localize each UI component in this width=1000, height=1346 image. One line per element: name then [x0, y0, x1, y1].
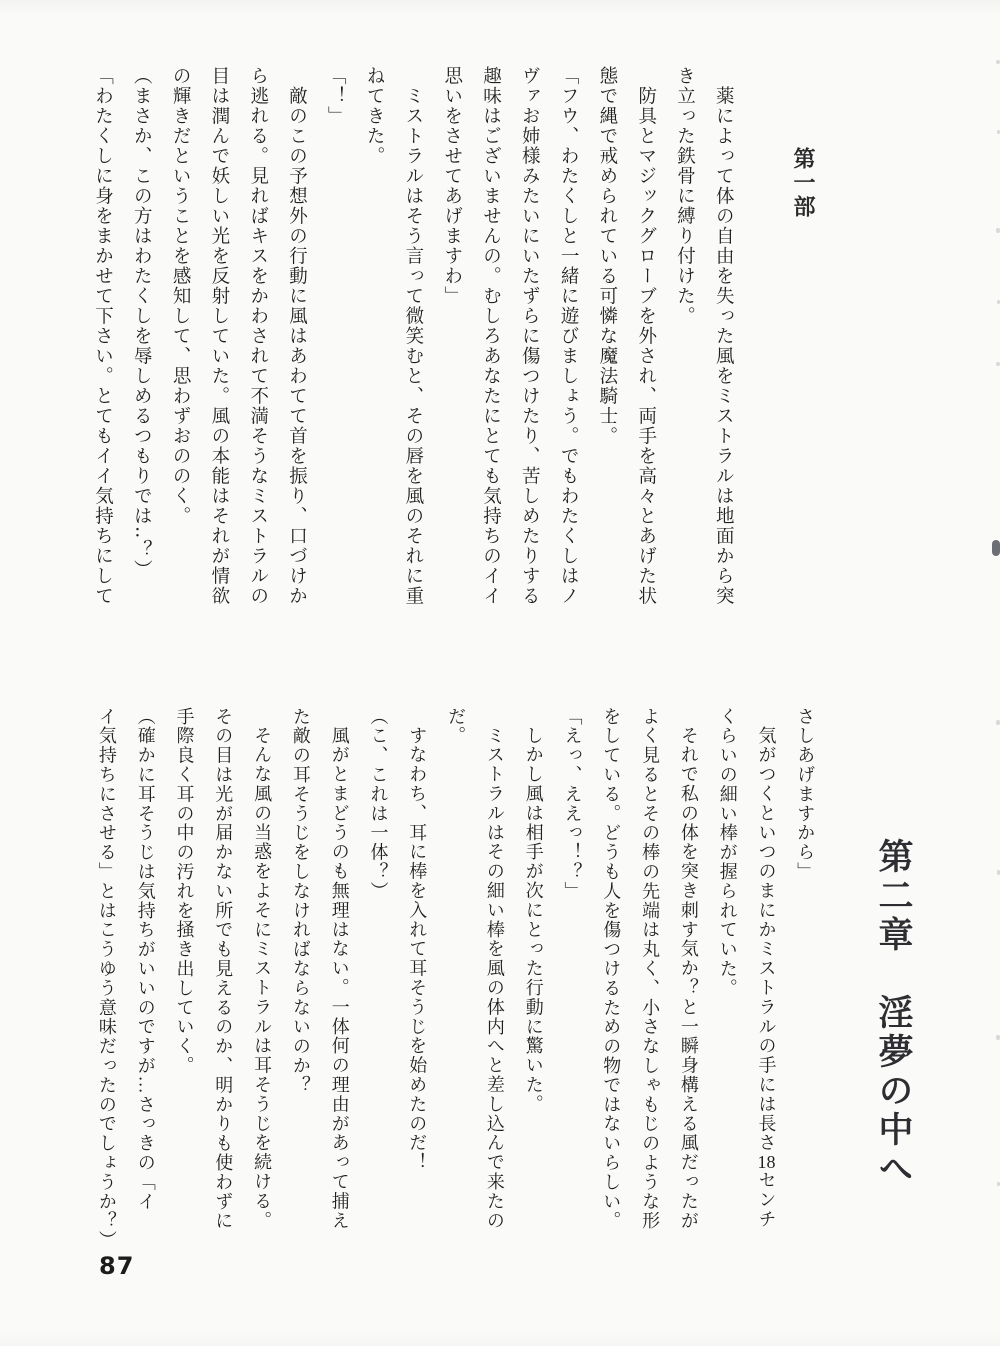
scan-artifact: [996, 228, 1000, 233]
page-number: 87: [99, 1252, 135, 1280]
part1-column-16: （まさか、この方はわたくしを辱しめるつもりでは‥？）: [131, 66, 152, 580]
part2-column-15: そんな風の当惑をよそにミストラルは耳そうじを続ける。: [252, 726, 273, 1231]
part1-column-11: 「！」: [325, 66, 346, 126]
part1-column-6: ヴァお姉様みたいにいたずらに傷つけたり、苦しめたりする: [519, 66, 540, 606]
part1-column-13: ら逃れる。見ればキスをかわされて不満そうなミストラルの: [247, 66, 268, 606]
part1-column-5: 「フウ、わたくしと一緒に遊びましょう。でもわたくしはノ: [558, 66, 579, 606]
part2-column-17: 手際良く耳の中の汚れを掻き出していく。: [174, 707, 195, 1076]
part1-column-2: き立った鉄骨に縛り付けた。: [674, 66, 695, 326]
part2-column-7: 「えっ、ええっ！？」: [562, 707, 583, 901]
part2-column-1: さしあげますから」: [795, 707, 816, 882]
part2-column-6: をしている。どうも人を傷つけるための物ではないらしい。: [601, 707, 622, 1231]
part2-column-12: （こ、これは一体？）: [368, 707, 389, 901]
chapter-heading: 第二章 淫夢の中へ: [874, 838, 913, 1189]
part2-column-18: （確かに耳そうじは気持ちがいいのですが…さっきの「イ: [135, 707, 156, 1212]
part1-column-12: 敵のこの予想外の行動に風はあわてて首を振り、口づけか: [286, 86, 307, 606]
part1-column-4: 態で縄で戒められている可憐な魔法騎士。: [596, 66, 617, 446]
part2-column-14: た敵の耳そうじをしなければならないのか？: [290, 707, 311, 1095]
part1-column-3: 防具とマジックグローブを外され、両手を高々とあげた状: [635, 86, 656, 606]
part1-column-10: ねてきた。: [364, 66, 385, 166]
part1-column-9: ミストラルはそう言って微笑むと、その唇を風のそれに重: [402, 86, 423, 606]
part2-column-11: すなわち、耳に棒を入れて耳そうじを始めたのだ！: [407, 726, 428, 1173]
part2-column-19: イ気持ちにさせる」とはこうゆう意味だったのでしょうか？）: [96, 707, 117, 1251]
part2-column-2: 気がつくといつのまにかミストラルの手には長さ18センチ: [756, 726, 777, 1230]
part1-column-7: 趣味はございませんの。むしろあなたにとても気持ちのイイ: [480, 66, 501, 606]
part1-column-17: 「わたくしに身をまかせて下さい。とてもイイ気持ちにして: [92, 66, 113, 606]
scan-artifact: [996, 1035, 1000, 1040]
part2-column-4: それで私の体を突き刺す気か？と一瞬身構える風だったが: [678, 726, 699, 1231]
part2-column-3: くらいの細い棒が握られていた。: [717, 707, 738, 998]
part1-column-8: 思いをさせてあげますわ」: [441, 66, 462, 306]
scan-artifact: [996, 60, 1000, 64]
part2-column-16: その目は光が届かない所でも見えるのか、明かりも使わずに: [213, 707, 234, 1231]
scan-artifact: [996, 720, 1000, 725]
tate-chu-yoko-number: 18: [757, 1152, 776, 1171]
part1-column-1: 薬によって体の自由を失った風をミストラルは地面から突: [713, 86, 734, 606]
part2-column-10: だ。: [446, 707, 467, 746]
scan-artifact: [996, 362, 1000, 366]
scan-artifact: [992, 540, 1000, 556]
part2-column-5: よく見るとその棒の先端は丸く、小さなしゃもじのような形: [640, 707, 661, 1231]
part2-column-8: しかし風は相手が次にとった行動に驚いた。: [523, 726, 544, 1114]
part2-column-13: 風がとまどうのも無理はない。一体何の理由があって捕え: [329, 726, 350, 1231]
part1-column-15: の輝きだということを感知して、思わずおののく。: [170, 66, 191, 526]
part1-column-14: 目は潤んで妖しい光を反射していた。風の本能はそれが情欲: [208, 66, 229, 606]
part2-column-9: ミストラルはその細い棒を風の体内へと差し込んで来たの: [484, 726, 505, 1231]
part1-heading: 第一部: [791, 147, 816, 219]
